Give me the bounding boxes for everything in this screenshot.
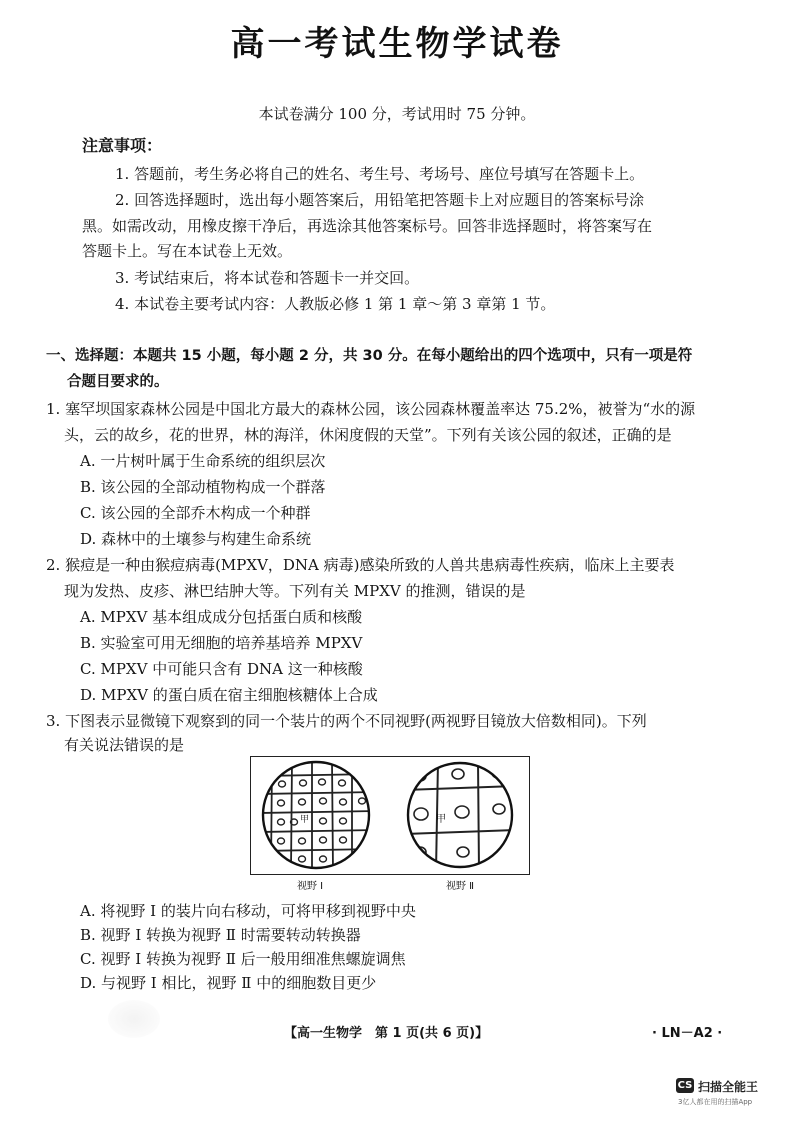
question-2-stem: 现为发热、皮疹、淋巴结肿大等。下列有关 MPXV 的推测，错误的是 — [64, 582, 526, 600]
question-1-stem: 头，云的故乡，花的世界，林的海洋，休闲度假的天堂”。下列有关该公园的叙述，正确的是 — [64, 426, 672, 444]
section-heading: 一、选择题：本题共 15 小题，每小题 2 分，共 30 分。在每小题给出的四个选项中，只有一项是符 — [46, 348, 693, 364]
view-2-cell-label: 甲 — [436, 814, 446, 825]
notice-line: 4. 本试卷主要考试内容：人教版必修 1 第 1 章～第 3 章第 1 节。 — [115, 295, 556, 313]
view-2-caption: 视野 Ⅱ — [446, 881, 475, 892]
notice-line: 2. 回答选择题时，选出每小题答案后，用铅笔把答题卡上对应题目的答案标号涂 — [115, 191, 645, 209]
question-2-option-c: C. MPXV 中可能只含有 DNA 这一种核酸 — [80, 660, 363, 678]
scanner-logo-icon: CS — [677, 1080, 693, 1091]
notice-line: 3. 考试结束后，将本试卷和答题卡一并交回。 — [115, 269, 420, 287]
notice-line: 答题卡上。写在本试卷上无效。 — [82, 242, 293, 260]
view-1-field — [260, 761, 375, 871]
question-2-option-d: D. MPXV 的蛋白质在宿主细胞核糖体上合成 — [80, 686, 378, 704]
exam-title: 高一考试生物学试卷 — [230, 24, 564, 64]
scan-smudge — [108, 1000, 160, 1038]
view-1-circle — [263, 762, 369, 868]
exam-subtitle: 本试卷满分 100 分，考试用时 75 分钟。 — [258, 105, 536, 123]
question-2-option-b: B. 实验室可用无细胞的培养基培养 MPXV — [80, 634, 363, 652]
question-3-option-c: C. 视野 Ⅰ 转换为视野 Ⅱ 后一般用细准焦螺旋调焦 — [80, 950, 406, 968]
question-1-option-a: A. 一片树叶属于生命系统的组织层次 — [80, 452, 326, 470]
view-1-caption: 视野 Ⅰ — [297, 881, 324, 892]
question-3-option-b: B. 视野 Ⅰ 转换为视野 Ⅱ 时需要转动转换器 — [80, 926, 361, 944]
question-3-stem: 3. 下图表示显微镜下观察到的同一个装片的两个不同视野(两视野目镜放大倍数相同)。下列 — [46, 712, 647, 730]
question-2-option-a: A. MPXV 基本组成成分包括蛋白质和核酸 — [80, 608, 363, 626]
question-1-option-b: B. 该公园的全部动植物构成一个群落 — [80, 478, 326, 496]
section-heading-cont: 合题目要求的。 — [67, 374, 169, 390]
microscope-figure — [250, 756, 530, 896]
notice-heading: 注意事项： — [82, 136, 163, 155]
question-1-option-c: C. 该公园的全部乔木构成一个种群 — [80, 504, 311, 522]
view-1-cell-label: 甲 — [300, 815, 310, 825]
question-3-option-a: A. 将视野 Ⅰ 的装片向右移动，可将甲移到视野中央 — [80, 902, 416, 920]
paper-code: · LN－A2 · — [652, 1026, 723, 1041]
question-2-stem: 2. 猴痘是一种由猴痘病毒(MPXV，DNA 病毒)感染所致的人兽共患病毒性疾病，临床上主要表 — [46, 556, 675, 574]
scanner-tagline: 3亿人都在用的扫描App — [678, 1098, 753, 1106]
page-footer: 【高一生物学 第 1 页(共 6 页)】 — [284, 1026, 489, 1041]
question-3-option-d: D. 与视野 Ⅰ 相比，视野 Ⅱ 中的细胞数目更少 — [80, 974, 377, 992]
scanner-app-name: 扫描全能王 — [698, 1080, 759, 1094]
question-1-option-d: D. 森林中的土壤参与构建生命系统 — [80, 530, 312, 548]
view-2-field — [405, 761, 515, 871]
question-1-stem: 1. 塞罕坝国家森林公园是中国北方最大的森林公园，该公园森林覆盖率达 75.2%，被誉为“水的源 — [46, 400, 696, 418]
question-3-stem: 有关说法错误的是 — [64, 736, 185, 754]
notice-line: 1. 答题前，考生务必将自己的姓名、考生号、考场号、座位号填写在答题卡上。 — [115, 165, 645, 183]
notice-line: 黑。如需改动，用橡皮擦干净后，再选涂其他答案标号。回答非选择题时，将答案写在 — [82, 217, 653, 235]
